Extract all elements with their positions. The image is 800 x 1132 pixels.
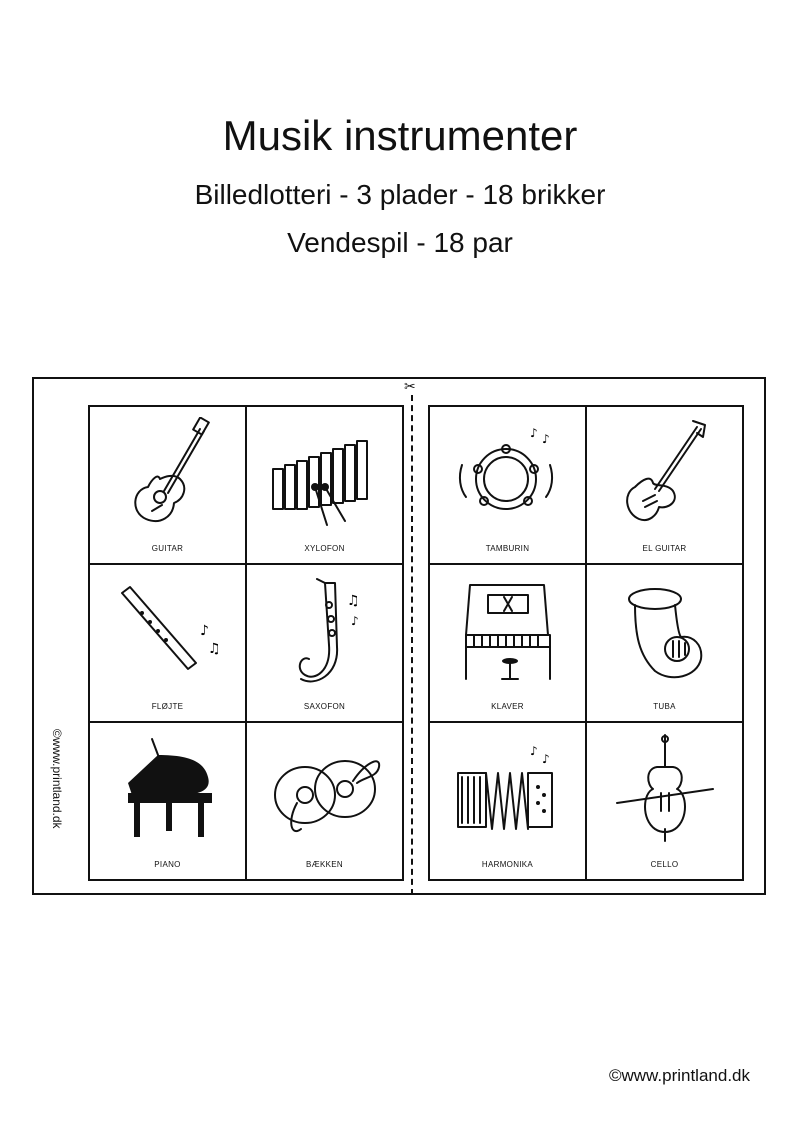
cymbals-icon — [265, 733, 385, 845]
card-cymbals[interactable] — [246, 722, 403, 880]
tambourine-icon — [448, 417, 568, 529]
svg-text:♪: ♪ — [530, 426, 538, 440]
page-subtitle-memory: Vendespil - 18 par — [287, 227, 513, 258]
card-piano[interactable] — [89, 722, 246, 880]
piano-icon — [108, 733, 228, 845]
svg-text:♪: ♪ — [530, 744, 538, 758]
card-label: SAXOFON — [303, 702, 346, 711]
card-label: EL GUITAR — [642, 544, 687, 553]
tuba-icon — [605, 575, 725, 687]
svg-text:♪: ♪ — [200, 623, 209, 639]
svg-text:♫: ♫ — [347, 593, 360, 609]
card-cello[interactable] — [586, 722, 743, 880]
accordion-icon — [448, 733, 568, 845]
upright-piano-icon — [448, 575, 568, 687]
card-flute[interactable] — [89, 564, 246, 722]
card-label: TUBA — [653, 702, 676, 711]
card-saxophone[interactable] — [246, 564, 403, 722]
cello-icon — [605, 733, 725, 845]
scissors-icon: ✂ — [404, 378, 416, 394]
page-subtitle-lotto: Billedlotteri - 3 plader - 18 brikker — [194, 179, 606, 210]
svg-text:♪: ♪ — [351, 614, 359, 628]
card-label: CELLO — [650, 860, 679, 869]
card-label: KLAVER — [491, 702, 524, 711]
card-electric-guitar[interactable] — [586, 406, 743, 564]
card-label: BÆKKEN — [306, 860, 343, 869]
card-upright-piano[interactable] — [429, 564, 586, 722]
card-xylophone[interactable] — [246, 406, 403, 564]
card-tambourine[interactable] — [429, 406, 586, 564]
card-label: GUITAR — [151, 544, 184, 553]
svg-text:♪: ♪ — [542, 432, 550, 446]
svg-text:♪: ♪ — [542, 752, 550, 766]
electric-guitar-icon — [605, 417, 725, 529]
flute-icon — [108, 575, 228, 687]
card-sheet — [32, 377, 766, 895]
card-label: HARMONIKA — [481, 860, 534, 869]
svg-text:♫: ♫ — [208, 641, 221, 657]
card-label: FLØJTE — [151, 702, 184, 711]
card-grid-left — [88, 405, 404, 881]
xylophone-icon — [265, 417, 385, 529]
footer-copyright: ©www.printland.dk — [608, 1066, 750, 1085]
card-label: PIANO — [154, 860, 181, 869]
guitar-icon — [108, 417, 228, 529]
card-label: XYLOFON — [304, 544, 345, 553]
card-label: TAMBURIN — [485, 544, 530, 553]
card-grid-right — [428, 405, 744, 881]
cut-line — [411, 395, 413, 895]
side-copyright: ©www.printland.dk — [50, 729, 64, 829]
card-guitar[interactable] — [89, 406, 246, 564]
card-tuba[interactable] — [586, 564, 743, 722]
saxophone-icon — [265, 575, 385, 687]
card-accordion[interactable] — [429, 722, 586, 880]
page-title: Musik instrumenter — [222, 112, 578, 159]
